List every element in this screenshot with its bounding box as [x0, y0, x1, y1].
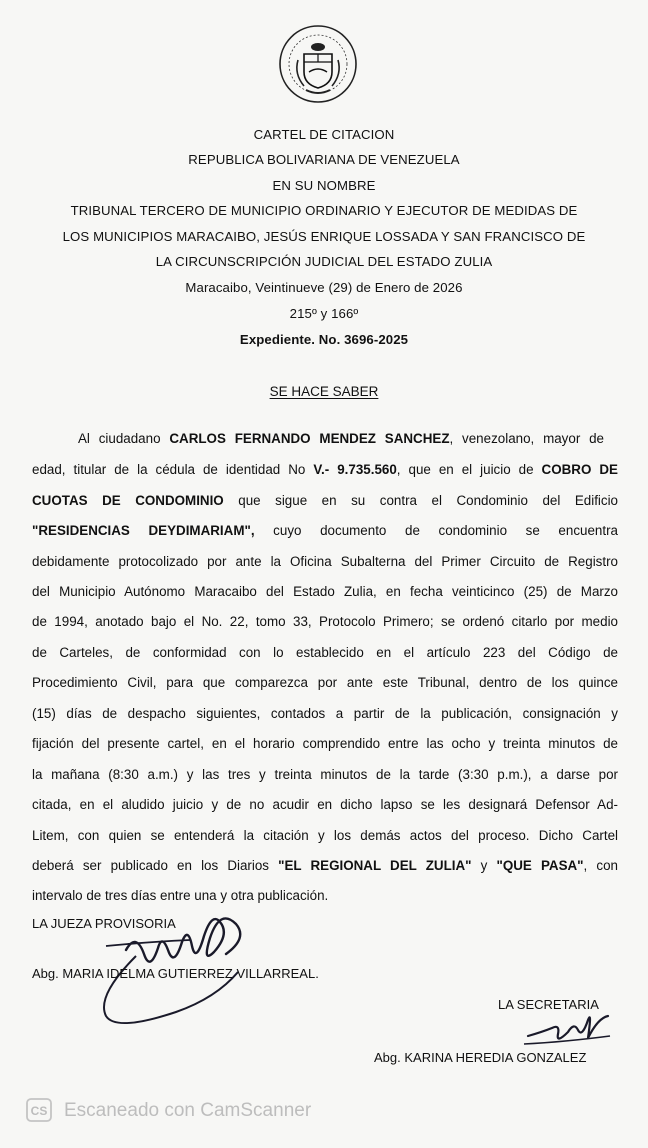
country-line: REPUBLICA BOLIVARIANA DE VENEZUELA [188, 152, 460, 167]
body-line-4: "RESIDENCIAS DEYDIMARIAM", cuyo documento de condominio se encuentra [32, 523, 618, 538]
secretary-signature-icon [520, 1006, 620, 1056]
body-line-10: (15) días de despacho siguientes, contados a partir de la publicación, consignación y [32, 706, 618, 721]
body-line-2: edad, titular de la cédula de identidad No V.- 9.735.560, que en el juicio de COBRO DE [32, 462, 618, 477]
body-line-5: debidamente protocolizado por ante la Oficina Subalterna del Primer Circuito de Registro [32, 554, 618, 569]
body-line-13: citada, en el aludido juicio y de no acudir en dicho lapso se les designará Defensor Ad- [32, 797, 618, 812]
date-place: Maracaibo, Veintinueve (29) de Enero de 2026 [185, 280, 463, 295]
coat-of-arms-seal-icon [276, 20, 360, 110]
se-hace-saber-heading: SE HACE SABER [269, 384, 379, 399]
body-line-8: de Carteles, de conformidad con lo establecido en el artículo 223 del Código de [32, 645, 618, 660]
svg-text:CS: CS [30, 1104, 48, 1118]
document-title: CARTEL DE CITACION [253, 127, 395, 142]
body-line-14: Litem, con quien se entenderá la citación y los demás actos del proceso. Dicho Cartel [32, 828, 618, 843]
body-line-6: del Municipio Autónomo Maracaibo del Estado Zulia, en fecha veinticinco (25) de Marzo [32, 584, 618, 599]
secretary-title: LA SECRETARIA [498, 997, 599, 1012]
body-line-16: intervalo de tres días entre una y otra publicación. [32, 888, 329, 903]
body-line-9: Procedimiento Civil, para que comparezca por ante este Tribunal, dentro de los quince [32, 675, 618, 690]
body-line-1: Al ciudadano CARLOS FERNANDO MENDEZ SANCHEZ, venezolano, mayor de [78, 431, 604, 446]
camscanner-watermark-text: Escaneado con CamScanner [64, 1100, 312, 1121]
camscanner-logo-icon [26, 1098, 52, 1122]
body-line-7: de 1994, anotado bajo el No. 22, tomo 33, Protocolo Primero; se ordenó citarlo por medio [32, 614, 618, 629]
body-line-11: fijación del presente cartel, en el horario comprendido entre las ocho y treinta minutos de [32, 736, 618, 751]
court-line-3: LA CIRCUNSCRIPCIÓN JUDICIAL DEL ESTADO ZULIA [155, 254, 493, 269]
body-line-15: deberá ser publicado en los Diarios "EL REGIONAL DEL ZULIA" y "QUE PASA", con [32, 858, 618, 873]
expediente-number: Expediente. No. 3696-2025 [239, 332, 409, 347]
judge-name: Abg. MARIA IDELMA GUTIERREZ VILLARREAL. [32, 966, 319, 981]
years-line: 215º y 166º [289, 306, 359, 321]
court-line-1: TRIBUNAL TERCERO DE MUNICIPIO ORDINARIO Y EJECUTOR DE MEDIDAS DE [70, 203, 578, 218]
secretary-name: Abg. KARINA HEREDIA GONZALEZ [374, 1050, 587, 1065]
court-line-2: LOS MUNICIPIOS MARACAIBO, JESÚS ENRIQUE LOSSADA Y SAN FRANCISCO DE [62, 229, 586, 244]
body-line-12: la mañana (8:30 a.m.) y las tres y treinta minutos de la tarde (3:30 p.m.), a darse por [32, 767, 618, 782]
body-line-3: CUOTAS DE CONDOMINIO que sigue en su contra el Condominio del Edificio [32, 493, 619, 508]
en-su-nombre: EN SU NOMBRE [272, 178, 376, 193]
judge-title: LA JUEZA PROVISORIA [32, 916, 176, 931]
